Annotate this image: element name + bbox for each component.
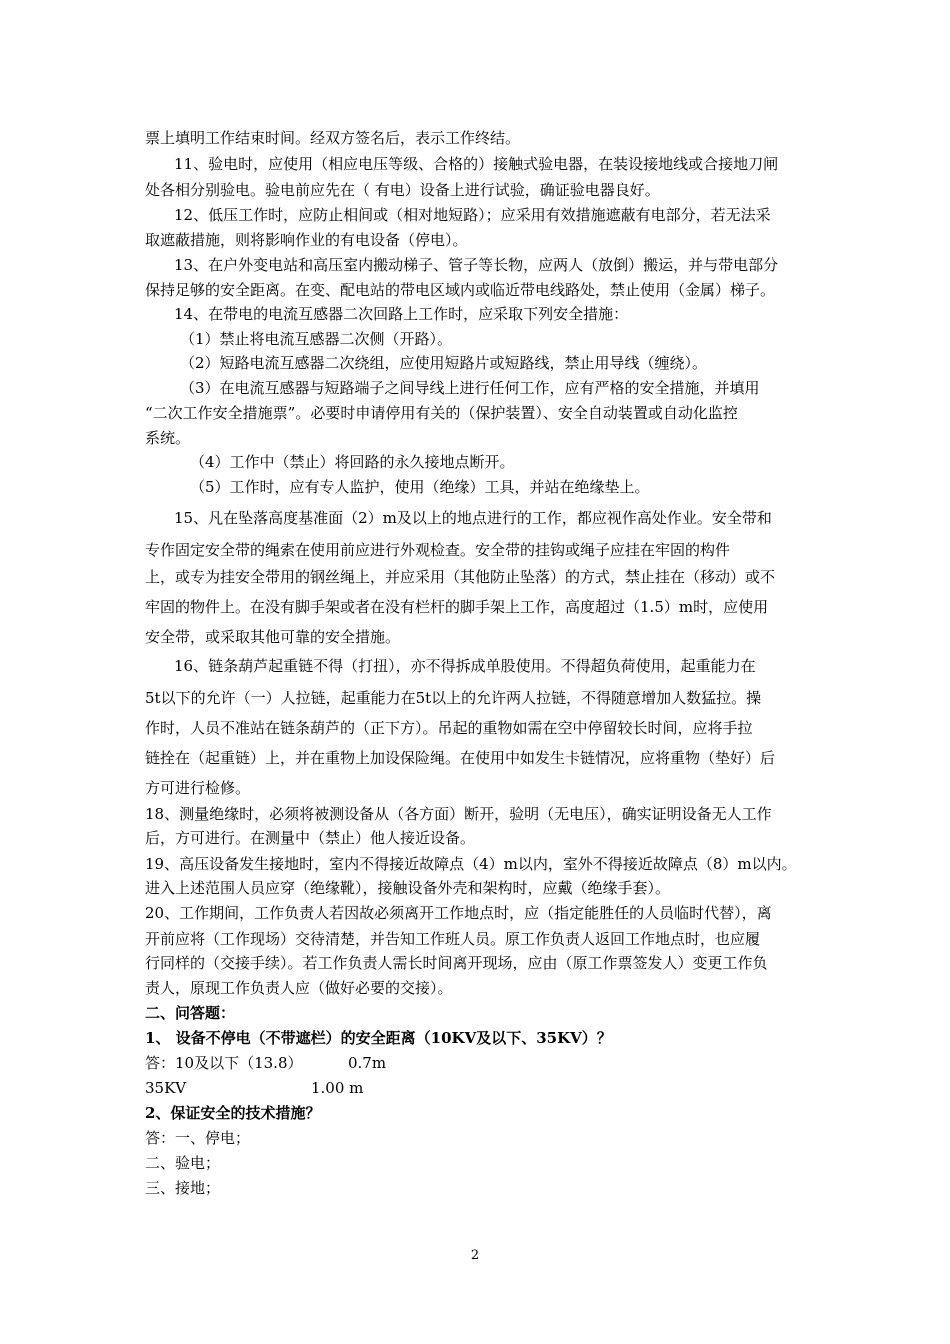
text-line: （1）禁止将电流互感器二次侧（开路）。 [180, 330, 453, 348]
text-line: 牢固的物件上。在没有脚手架或者在没有栏杆的脚手架上工作，高度超过（1.5）m时，应使用 [145, 598, 769, 616]
question-heading: 2、保证安全的技术措施？ [145, 1104, 321, 1122]
text-line: （2）短路电流互感器二次绕组，应使用短路片或短路线，禁止用导线（缠绕）。 [180, 354, 708, 372]
text-line: 20、工作期间，工作负责人若因故必须离开工作地点时，应（指定能胜任的人员临时代替），离 [145, 904, 772, 922]
text-line: 12、低压工作时，应防止相间或（相对地短路）；应采用有效措施遮蔽有电部分，若无法采 [174, 206, 771, 224]
text-line: 责人，原现工作负责人应（做好必要的交接）。 [145, 979, 453, 997]
text-line: 行同样的（交接手续）。若工作负责人需长时间离开现场，应由（原工作票签发人）变更工作负 [145, 954, 768, 972]
text-line: 保持足够的安全距离。在变、配电站的带电区域内或临近带电线路处，禁止使用（金属）梯子。 [145, 281, 776, 299]
text-line: 14、在带电的电流互感器二次回路上工作时，应采取下列安全措施： [174, 305, 629, 323]
text-line: 票上填明工作结束时间。经双方签名后，表示工作终结。 [145, 129, 521, 147]
text-line: （3）在电流互感器与短路端子之间导线上进行任何工作，应有严格的安全措施，并填用 [180, 379, 760, 397]
answer-value: 1.00 m [311, 1079, 364, 1097]
answer-line: 二、验电； [145, 1154, 221, 1172]
page-number: 2 [470, 1248, 480, 1263]
answer-line: 三、接地； [145, 1179, 221, 1197]
text-line: 上，或专为挂安全带用的钢丝绳上，并应采用（其他防止坠落）的方式，禁止挂在（移动）或不 [145, 568, 776, 586]
text-line: 15、凡在坠落高度基准面（2）m及以上的地点进行的工作，都应视作高处作业。安全带和 [174, 509, 772, 527]
question-heading: 1、 设备不停电（不带遮栏）的安全距离（10KV及以下、35KV）？ [145, 1029, 612, 1047]
text-line: 开前应将（工作现场）交待清楚，并告知工作班人员。原工作负责人返回工作地点时，也应履 [145, 930, 761, 948]
text-line: 取遮蔽措施，则将影响作业的有电设备（停电）。 [145, 231, 468, 249]
text-line: 作时，人员不准站在链条葫芦的（正下方）。吊起的重物如需在空中停留较长时间，应将手拉 [145, 719, 753, 737]
text-line: 方可进行检修。 [145, 779, 251, 797]
text-line: 进入上述范围人员应穿（绝缘靴），接触设备外壳和架构时，应戴（绝缘手套）。 [145, 879, 671, 897]
text-line: 系统。 [145, 429, 191, 447]
text-line: 链拴在（起重链）上，并在重物上加设保险绳。在使用中如发生卡链情况，应将重物（垫好）后 [145, 749, 776, 767]
text-line: 专作固定安全带的绳索在使用前应进行外观检查。安全带的挂钩或绳子应挂在牢固的构件 [145, 541, 731, 559]
text-line: （5）工作时，应有专人监护，使用（绝缘）工具，并站在绝缘垫上。 [190, 478, 650, 496]
text-line: 18、测量绝缘时，必须将被测设备从（各方面）断开，验明（无电压），确实证明设备无人工作 [145, 805, 772, 823]
text-line: 13、在户外变电站和高压室内搬动梯子、管子等长物，应两人（放倒）搬运，并与带电部分 [174, 256, 779, 274]
answer-value: 0.7m [348, 1054, 387, 1072]
text-line: 19、高压设备发生接地时，室内不得接近故障点（4）m以内，室外不得接近故障点（8）m以内。 [145, 855, 797, 873]
text-line: 5t以下的允许（一）人拉链，起重能力在5t以上的允许两人拉链，不得随意增加人数猛拉。操 [145, 689, 762, 707]
section-heading: 二、问答题： [145, 1004, 236, 1022]
text-line: 安全带，或采取其他可靠的安全措施。 [145, 628, 401, 646]
answer-line: 答：10及以下（13.8） [145, 1054, 303, 1072]
answer-line: 答：一、停电； [145, 1129, 251, 1147]
answer-line: 35KV [145, 1079, 187, 1097]
text-line: 后，方可进行。在测量中（禁止）他人接近设备。 [145, 829, 476, 847]
text-line: “二次工作安全措施票”。必要时申请停用有关的（保护装置）、安全自动装置或自动化监控 [145, 404, 738, 422]
text-line: 16、链条葫芦起重链不得（打扭），亦不得拆成单股使用。不得超负荷使用，起重能力在 [174, 657, 756, 675]
text-line: （4）工作中（禁止）将回路的永久接地点断开。 [190, 453, 515, 471]
text-line: 处各相分别验电。验电前应先在（ 有电）设备上进行试验，确证验电器良好。 [145, 181, 660, 199]
text-line: 11、验电时，应使用（相应电压等级、合格的）接触式验电器，在装设接地线或合接地刀闸 [174, 155, 779, 173]
